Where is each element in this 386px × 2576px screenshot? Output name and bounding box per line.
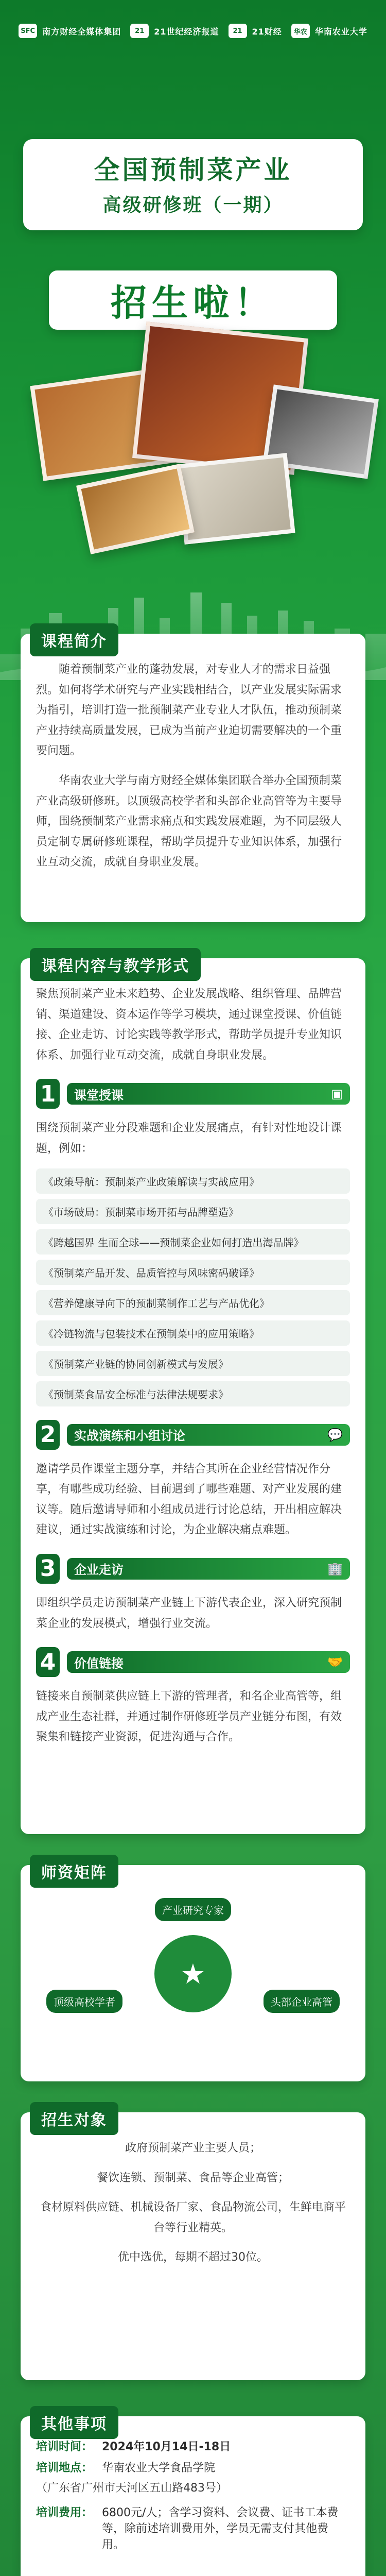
topic-item: 《营养健康导向下的预制菜制作工艺与产品优化》 [36, 1290, 350, 1315]
building-icon: 🏢 [327, 1561, 343, 1576]
training-location [36, 2459, 350, 2475]
brand-item [229, 24, 282, 38]
handshake-icon: 🤝 [327, 1655, 343, 1670]
module-header [36, 1647, 350, 1677]
module-bar [67, 1424, 350, 1446]
section-title: 招生对象 [30, 2102, 118, 2135]
brand-name: 南方财经全媒体集团 [42, 26, 121, 37]
section-title: 课程内容与教学形式 [30, 948, 201, 981]
module-title: 实战演练和小组讨论 [74, 1429, 185, 1444]
section-title: 课程简介 [30, 623, 118, 656]
other-section [21, 2416, 365, 2576]
topic-item: 《冷链物流与包装技术在预制菜中的应用策略》 [36, 1320, 350, 1346]
course-intro-section [21, 634, 365, 922]
section-title: 其他事项 [30, 2406, 118, 2439]
module-title: 课堂授课 [74, 1088, 124, 1103]
place-value: 华南农业大学食品学院 [102, 2462, 216, 2475]
21-logo-icon: 21 [130, 24, 149, 38]
audience-line: 优中选优，每期不超过30位。 [118, 2251, 268, 2264]
section-lead: 聚焦预制菜产业未来趋势、企业发展战略、组织管理、品牌营销、渠道建设、资本运作等学习模块，通过课堂授课、价值链接、企业走访、讨论实践等教学形式，帮助学员提升专业知识体系、加强行业互动交流，成就自身职业发展。 [36, 988, 342, 1062]
brand-item [19, 24, 121, 38]
topic-item: 《预制菜产业链的协同创新模式与发展》 [36, 1351, 350, 1376]
time-label: 培训时间： [36, 2441, 93, 2453]
module-header [36, 1554, 350, 1584]
brand-item [130, 24, 219, 38]
module-bar [67, 1083, 350, 1105]
food-photo [76, 464, 195, 554]
module-title: 价值链接 [74, 1656, 124, 1671]
topic-item: 《政策导航：预制菜产业政策解读与实战应用》 [36, 1168, 350, 1194]
topic-list [36, 1168, 350, 1406]
module-title: 企业走访 [74, 1563, 124, 1578]
21finance-logo-icon: 21 [229, 24, 247, 38]
classroom-icon: ▣ [331, 1087, 343, 1101]
topic-item: 《预制菜食品安全标准与法律法规要求》 [36, 1381, 350, 1406]
module-text: 链接来自预制菜供应链上下游的管理者，和名企业高管等，组成产业生态社群，并通过制作研修班学员产业链分布图，有效聚集和链接产业资源，促进沟通与合作。 [36, 1690, 342, 1744]
module-bar [67, 1651, 350, 1673]
module-number: 2 [36, 1420, 60, 1450]
module-number: 4 [36, 1647, 60, 1677]
topic-item: 《跨越国界 生而全球——预制菜企业如何打造出海品牌》 [36, 1229, 350, 1255]
hero-subtitle: 高级研修班（一期） [102, 195, 284, 216]
hero-title: 全国预制菜产业 [94, 155, 292, 185]
module-header [36, 1079, 350, 1109]
module-number: 3 [36, 1554, 60, 1584]
fee-value: 6800元/人；含学习资料、会议费、证书工本费等，除前述培训费用外，学员无需支付其他费用。 [102, 2506, 339, 2551]
module-number: 1 [36, 1079, 60, 1109]
hero [0, 62, 386, 680]
time-value: 2024年10月14日-18日 [102, 2441, 231, 2453]
module-text: 围绕预制菜产业分段难题和企业发展痛点，有针对性地设计课题，例如： [36, 1122, 342, 1155]
mentor-tag: 顶级高校学者 [46, 1990, 122, 2013]
audience-section [21, 2112, 365, 2380]
topic-item: 《预制菜产品开发、品质管控与风味密码破译》 [36, 1260, 350, 1285]
sfc-logo-icon: SFC [19, 24, 37, 38]
hero-card [23, 139, 363, 230]
brand-name: 21世纪经济报道 [154, 26, 219, 37]
scau-logo-icon: 华农 [291, 24, 310, 38]
course-content-section [21, 958, 365, 1834]
paragraph: 随着预制菜产业的蓬勃发展，对专业人才的需求日益强烈。如何将学术研究与产业实践相结合，以产业发展实际需求为指引，培训打造一批预制菜产业专业人才队伍，推动预制菜产业持续高质量发展，已成为当前产业迫切需要解决的一个重要问题。 [36, 663, 342, 758]
place-detail: （广东省广州市天河区五山路483号） [36, 2482, 227, 2495]
recruit-banner [49, 270, 337, 330]
mentor-diagram [36, 1893, 350, 2047]
module-header [36, 1420, 350, 1450]
module-text: 即组织学员走访预制菜产业链上下游代表企业，深入研究预制菜企业的发展模式，增强行业交流。 [36, 1596, 342, 1630]
brand-bar [0, 0, 386, 62]
topic-item: 《市场破局：预制菜市场开拓与品牌塑造》 [36, 1199, 350, 1224]
module-bar [67, 1558, 350, 1580]
mentor-section [21, 1865, 365, 2081]
audience-line: 餐饮连锁、预制菜、食品等企业高管； [96, 2171, 289, 2184]
brand-name: 21财经 [252, 26, 282, 37]
module-text: 邀请学员作课堂主题分享，并结合其所在企业经营情况作分享，有哪些成功经验、目前遇到了哪些难题、对产业发展的建议等。随后邀请导师和小组成员进行讨论总结，开出相应解决建议，通过实战演练和讨论，为企业解决痛点难题。 [36, 1462, 342, 1537]
place-label: 培训地点： [36, 2462, 93, 2475]
audience-line: 食材原料供应链、机械设备厂家、食品物流公司，生鲜电商平台等行业精英。 [40, 2201, 346, 2234]
training-fee [36, 2504, 350, 2552]
section-title: 师资矩阵 [30, 1855, 118, 1888]
mentor-tag: 头部企业高管 [264, 1990, 340, 2013]
audience-line: 政府预制菜产业主要人员； [125, 2142, 261, 2155]
training-time [36, 2438, 350, 2454]
fee-label: 培训费用： [36, 2506, 93, 2519]
team-icon: ★ [154, 1935, 232, 2012]
mentor-tag: 产业研究专家 [155, 1898, 231, 1921]
brand-name: 华南农业大学 [314, 26, 367, 37]
brand-item [291, 24, 367, 38]
recruit-text: 招生啦！ [111, 282, 275, 324]
discussion-icon: 💬 [327, 1427, 343, 1442]
paragraph: 华南农业大学与南方财经全媒体集团联合举办全国预制菜产业高级研修班。以顶级高校学者和头部企业高管等为主要导师，围绕预制菜产业需求痛点和实践发展难题，为不同层级人员定制专属研修班课程，帮助学员提升专业知识体系，加强行业互动交流，成就自身职业发展。 [36, 774, 342, 869]
